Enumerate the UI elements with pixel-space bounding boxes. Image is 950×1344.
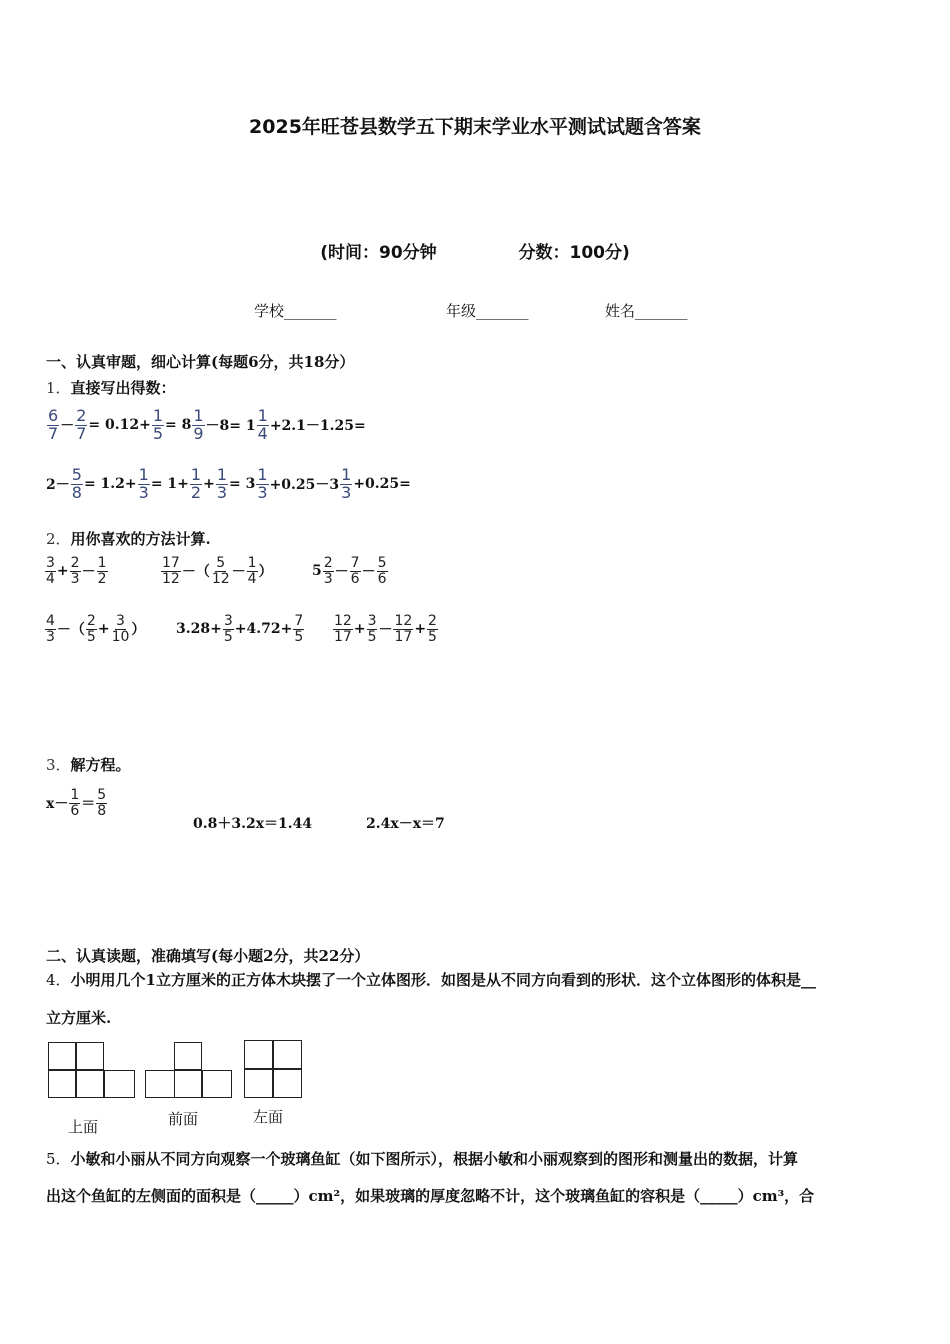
fraction: $\frac{1}{2}$ [190, 465, 202, 502]
q3-equation-3: 2.4x－x＝7 [366, 816, 445, 832]
name-field[interactable]: 姓名_______ [605, 302, 688, 320]
fraction: $\frac{5}{8}$ [71, 465, 82, 502]
question-1 [46, 377, 176, 398]
q2-expr-1: $\frac{3}{4}$ + $\frac{2}{3}$ － $\frac{1}{2}$ [46, 555, 107, 587]
question-text-line-1: 小明用几个1立方厘米的正方体木块摆了一个立体图形．如图是从不同方向看到的形状．这个立体图形的体积是__ [70, 971, 816, 989]
school-field[interactable]: 学校_______ [254, 302, 337, 320]
question-number: 1． [46, 379, 71, 397]
left-view-label: 左面 [253, 1108, 284, 1126]
fraction: $\frac{1}{3}$ [257, 465, 268, 502]
question-text: 用你喜欢的方法计算. [70, 530, 211, 548]
question-text-line-1: 小敏和小丽从不同方向观察一个玻璃鱼缸（如下图所示），根据小敏和小丽观察到的图形和测量出的数据，计算 [70, 1150, 799, 1168]
fraction: $\frac{1}{5}$ [152, 406, 163, 443]
section-1-heading: 一、认真审题，细心计算(每题6分，共18分） [46, 353, 355, 371]
q1-row-1: $\frac{6}{7}$ － $\frac{2}{7}$ = 0.12+ $\frac{1}{5}$ = 8 $\frac{1}{9}$ －8= 1 $\frac{1}{4}$ +2.1－1.25= [48, 406, 366, 443]
fraction: $\frac{1}{9}$ [193, 406, 204, 443]
section-2-heading: 二、认真读题，准确填写(每小题2分，共22分） [46, 947, 370, 965]
question-text: 解方程。 [70, 756, 131, 774]
question-number: 3． [46, 756, 71, 774]
page-title: 2025年旺苍县数学五下期末学业水平测试试题含答案 [249, 116, 701, 138]
q2-expr-2: $\frac{17}{12}$ －（ $\frac{5}{12}$ － $\frac{1}{4}$ ） [162, 555, 273, 587]
q2-expr-3: 5 $\frac{2}{3}$ － $\frac{7}{6}$ － $\frac{5}{6}$ [312, 555, 387, 587]
question-5 [46, 1144, 916, 1174]
question-number: 4． [46, 971, 71, 989]
total-score: 分数：100分) [518, 243, 630, 263]
top-view-label: 上面 [68, 1118, 99, 1136]
fraction: $\frac{6}{7}$ [48, 406, 59, 443]
question-3 [46, 754, 131, 775]
q3-equation-2: 0.8＋3.2x＝1.44 [193, 816, 313, 832]
question-4 [46, 965, 916, 995]
q1-row-2: 2－ $\frac{5}{8}$ = 1.2+ $\frac{1}{3}$ = 1+ $\frac{1}{2}$ + $\frac{1}{3}$ = 3 $\frac{1}{3}$ +0.25－3 $\frac{1}{3}$ +0.25= [46, 465, 411, 502]
question-2 [46, 528, 211, 549]
question-4-line-2: 立方厘米. [46, 1009, 112, 1027]
time-limit: (时间：90分钟 [320, 243, 437, 263]
grade-field[interactable]: 年级_______ [446, 302, 529, 320]
question-number: 5． [46, 1150, 71, 1168]
question-number: 2． [46, 530, 71, 548]
fraction: $\frac{1}{4}$ [257, 406, 268, 443]
fraction: $\frac{2}{7}$ [76, 406, 87, 443]
fraction: $\frac{1}{3}$ [138, 465, 149, 502]
question-5-line-2: 出这个鱼缸的左侧面的面积是（_____）cm²，如果玻璃的厚度忽略不计，这个玻璃鱼缸的容积是（_____）cm³，合 [46, 1187, 815, 1205]
fraction: $\frac{1}{3}$ [341, 465, 352, 502]
fraction: $\frac{1}{3}$ [216, 465, 228, 502]
question-text: 直接写出得数： [70, 379, 176, 397]
q2-expr-4: $\frac{4}{3}$ －（ $\frac{2}{5}$ + $\frac{3}{10}$ ） [46, 613, 146, 645]
front-view-label: 前面 [168, 1110, 199, 1128]
q2-expr-6: $\frac{12}{17}$ + $\frac{3}{5}$ － $\frac{12}{17}$ + $\frac{2}{5}$ [334, 613, 437, 645]
q3-equation-1: x－ $\frac{1}{6}$ ＝ $\frac{5}{8}$ [46, 787, 107, 819]
exam-meta [0, 238, 950, 263]
q2-expr-5: 3.28+ $\frac{3}{5}$ +4.72+ $\frac{7}{5}$ [176, 613, 304, 645]
